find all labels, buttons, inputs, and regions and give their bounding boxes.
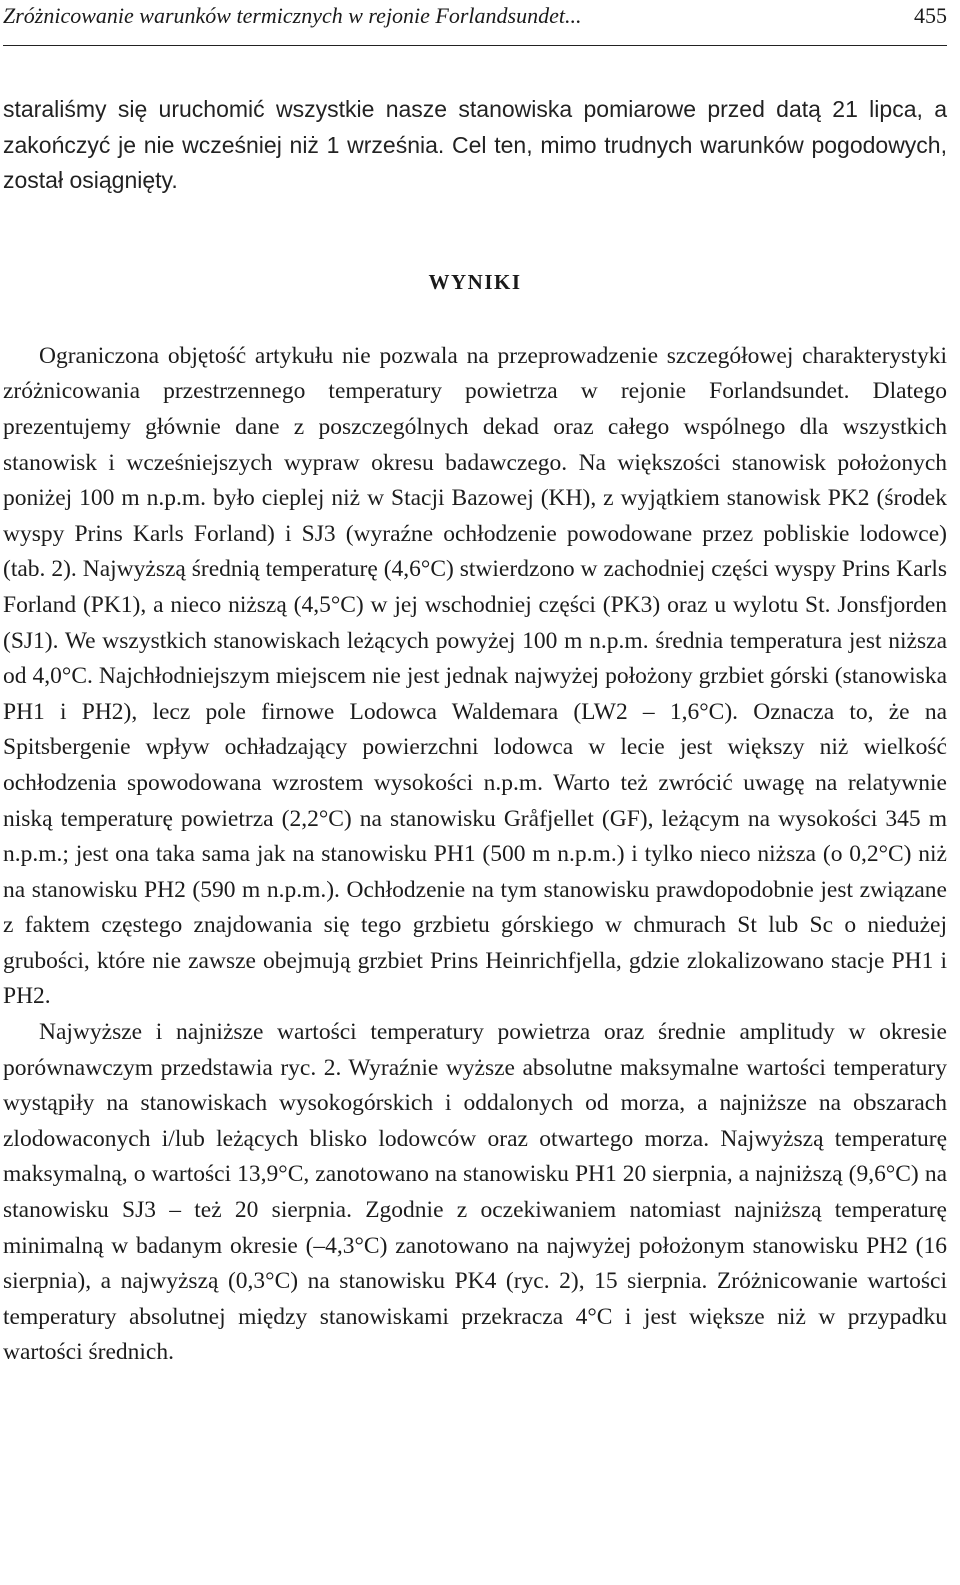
body-paragraph-2: Najwyższe i najniższe wartości temperatury powietrza oraz średnie amplitudy w okresie porównawczym przedstawia ryc. 2. Wyraźnie wyższe absolutne maksymalne wartości temperatury wystąpiły na stanowiskach wysokogórskich i oddalonych od morza, a najniższe na obszarach zlodowaconych i/lub leżących blisko lodowców oraz otwartego morza. Najwyższą temperaturę maksymalną, o wartości 13,9°C, zanotowano na stanowisku PH1 20 sierpnia, a najniższą (9,6°C) na stanowisku SJ3 – też 20 sierpnia. Zgodnie z oczekiwaniem natomiast najniższą temperaturę minimalną w badanym okresie (–4,3°C) zanotowano na najwyżej położonym stanowisku PH2 (16 sierpnia), a najwyższą (0,3°C) na stanowisku PK4 (ryc. 2), 15 sierpnia. Zróżnicowanie wartości temperatury absolutnej między stanowiskami przekracza 4°C i jest większe niż w przypadku wartości średnich. bbox=[3, 1019, 947, 1366]
document-page bbox=[3, 0, 947, 1371]
section-heading: WYNIKI bbox=[428, 269, 522, 294]
body-paragraph-1: Ograniczona objętość artykułu nie pozwala na przeprowadzenie szczegółowej charakterystyki zróżnicowania przestrzennego temperatury powietrza w rejonie Forlandsundet. Dlatego prezentujemy głównie dane z poszczególnych dekad oraz całego wspólnego dla wszystkich stanowisk i wcześniejszych wypraw okresu badawczego. Na większości stanowisk położonych poniżej 100 m n.p.m. było cieplej niż w Stacji Bazowej (KH), z wyjątkiem stanowisk PK2 (środek wyspy Prins Karls Forland) i SJ3 (wyraźne ochłodzenie powodowane przez pobliskie lodowce) (tab. 2). Najwyższą średnią temperaturę (4,6°C) stwierdzono w zachodniej części wyspy Prins Karls Forland (PK1), a nieco niższą (4,5°C) w jej wschodniej części (PK3) oraz u wylotu St. Jonsfjorden (SJ1). We wszystkich stanowiskach leżących powyżej 100 m n.p.m. średnia temperatura jest niższa od 4,0°C. Najchłodniejszym miejscem nie jest jednak najwyżej położony grzbiet górski (stanowiska PH1 i PH2), lecz pole firnowe Lodowca Waldemara (LW2 – 1,6°C). Oznacza to, że na Spitsbergenie wpływ ochładzający powierzchni lodowca w lecie jest większy niż wielkość ochłodzenia spowodowana wzrostem wysokości n.p.m. Warto też zwrócić uwagę na relatywnie niską temperaturę powietrza (2,2°C) na stanowisku Gråfjellet (GF), leżącym na wysokości 345 m n.p.m.; jest ona taka sama jak na stanowisku PH1 (500 m n.p.m.) i tylko nieco niższa (o 0,2°C) niż na stanowisku PH2 (590 m n.p.m.). Ochłodzenie na tym stanowisku prawdopodobnie jest związane z faktem częstego znajdowania się tego grzbietu górskiego w chmurach St lub Sc o niedużej grubości, które nie zawsze obejmują grzbiet Prins Heinrichfjella, gdzie zlokalizowano stacje PH1 i PH2. bbox=[3, 342, 947, 1010]
intro-paragraph: staraliśmy się uruchomić wszystkie nasze stanowiska pomiarowe przed datą 21 lipca, a zakończyć je nie wcześniej niż 1 września. Cel ten, mimo trudnych warunków pogodowych, został osiągnięty. bbox=[3, 96, 947, 194]
page-number: 455 bbox=[914, 3, 947, 28]
running-title: Zróżnicowanie warunków termicznych w rejonie Forlandsundet... bbox=[3, 3, 582, 28]
running-header bbox=[3, 0, 947, 46]
